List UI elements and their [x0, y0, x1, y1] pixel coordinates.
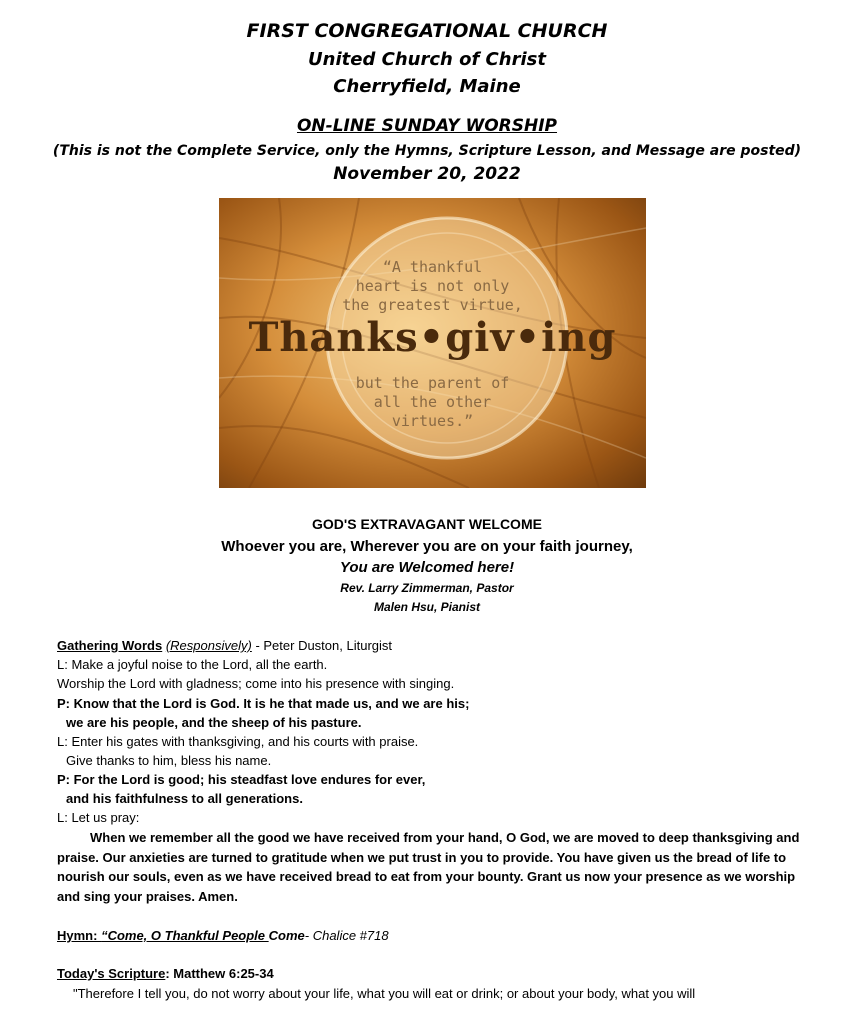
welcome-line: Whoever you are, Wherever you are on your faith journey,	[221, 538, 633, 555]
banner-quote-line: all the other	[373, 393, 492, 411]
hymn-source: - Chalice #718	[304, 928, 389, 943]
liturgy-line: and his faithfulness to all generations.	[66, 791, 303, 806]
banner-quote-line: “A thankful	[382, 258, 483, 276]
service-note: (This is not the Complete Service, only the Hymns, Scripture Lesson, and Message are posted)	[52, 143, 802, 159]
banner-quote-line: the greatest virtue,	[342, 296, 523, 314]
hymn-title: “Come, O Thankful People	[101, 928, 269, 943]
scripture-label: Today's Scripture	[57, 966, 166, 981]
liturgy-line: L: Let us pray:	[57, 810, 140, 825]
banner-thanksgiving-word: Thanks•giv•ing	[248, 314, 617, 361]
service-date: November 20, 2022	[333, 164, 521, 184]
hymn-label: Hymn:	[57, 928, 102, 943]
welcome-title: GOD'S EXTRAVAGANT WELCOME	[312, 516, 542, 532]
service-title: ON-LINE SUNDAY WORSHIP	[296, 116, 558, 136]
liturgy-line: L: Enter his gates with thanksgiving, and his courts with praise.	[57, 734, 419, 749]
liturgy-line: P: For the Lord is good; his steadfast love endures for ever,	[57, 772, 426, 787]
location: Cherryfield, Maine	[333, 76, 521, 97]
scripture-reference: : Matthew 6:25-34	[165, 966, 274, 981]
gathering-liturgist: - Peter Duston, Liturgist	[251, 638, 392, 653]
pastor-credit: Rev. Larry Zimmerman, Pastor	[340, 581, 514, 595]
scripture-heading-line	[57, 966, 802, 981]
thanksgiving-banner	[219, 198, 646, 488]
liturgy-line: L: Make a joyful noise to the Lord, all the earth.	[57, 657, 328, 672]
liturgy-line: Give thanks to him, bless his name.	[66, 753, 272, 768]
liturgy-line: Worship the Lord with gladness; come into his presence with singing.	[57, 676, 455, 691]
banner-quote-line: virtues.”	[391, 412, 474, 430]
hymn-title-end: Come	[268, 928, 305, 943]
gathering-heading: Gathering Words	[57, 638, 163, 653]
liturgy-line: we are his people, and the sheep of his pasture.	[66, 715, 362, 730]
liturgy-line: P: Know that the Lord is God. It is he that made us, and we are his;	[57, 696, 470, 711]
banner-quote-line: but the parent of	[355, 374, 510, 392]
gathering-heading-line	[57, 638, 802, 653]
church-name: FIRST CONGREGATIONAL CHURCH	[246, 20, 608, 42]
opening-prayer: When we remember all the good we have received from your hand, O God, we are moved to deep thanksgiving and praise. Our anxieties are turned to gratitude when we put trust in you to provide. You have given us the bread of life to nourish our souls, even as we have received bread to eat from your bounty. Grant us now your presence as we worship and sing your praises. Amen.	[57, 830, 800, 904]
hymn-line	[57, 928, 802, 943]
pianist-credit: Malen Hsu, Pianist	[373, 600, 481, 614]
banner-quote-line: heart is not only	[355, 277, 510, 295]
welcome-line: You are Welcomed here!	[339, 559, 515, 576]
scripture-text: "Therefore I tell you, do not worry about your life, what you will eat or drink; or about your body, what you will	[73, 986, 696, 1001]
denomination: United Church of Christ	[308, 49, 546, 70]
gathering-mode: (Responsively)	[165, 638, 252, 653]
